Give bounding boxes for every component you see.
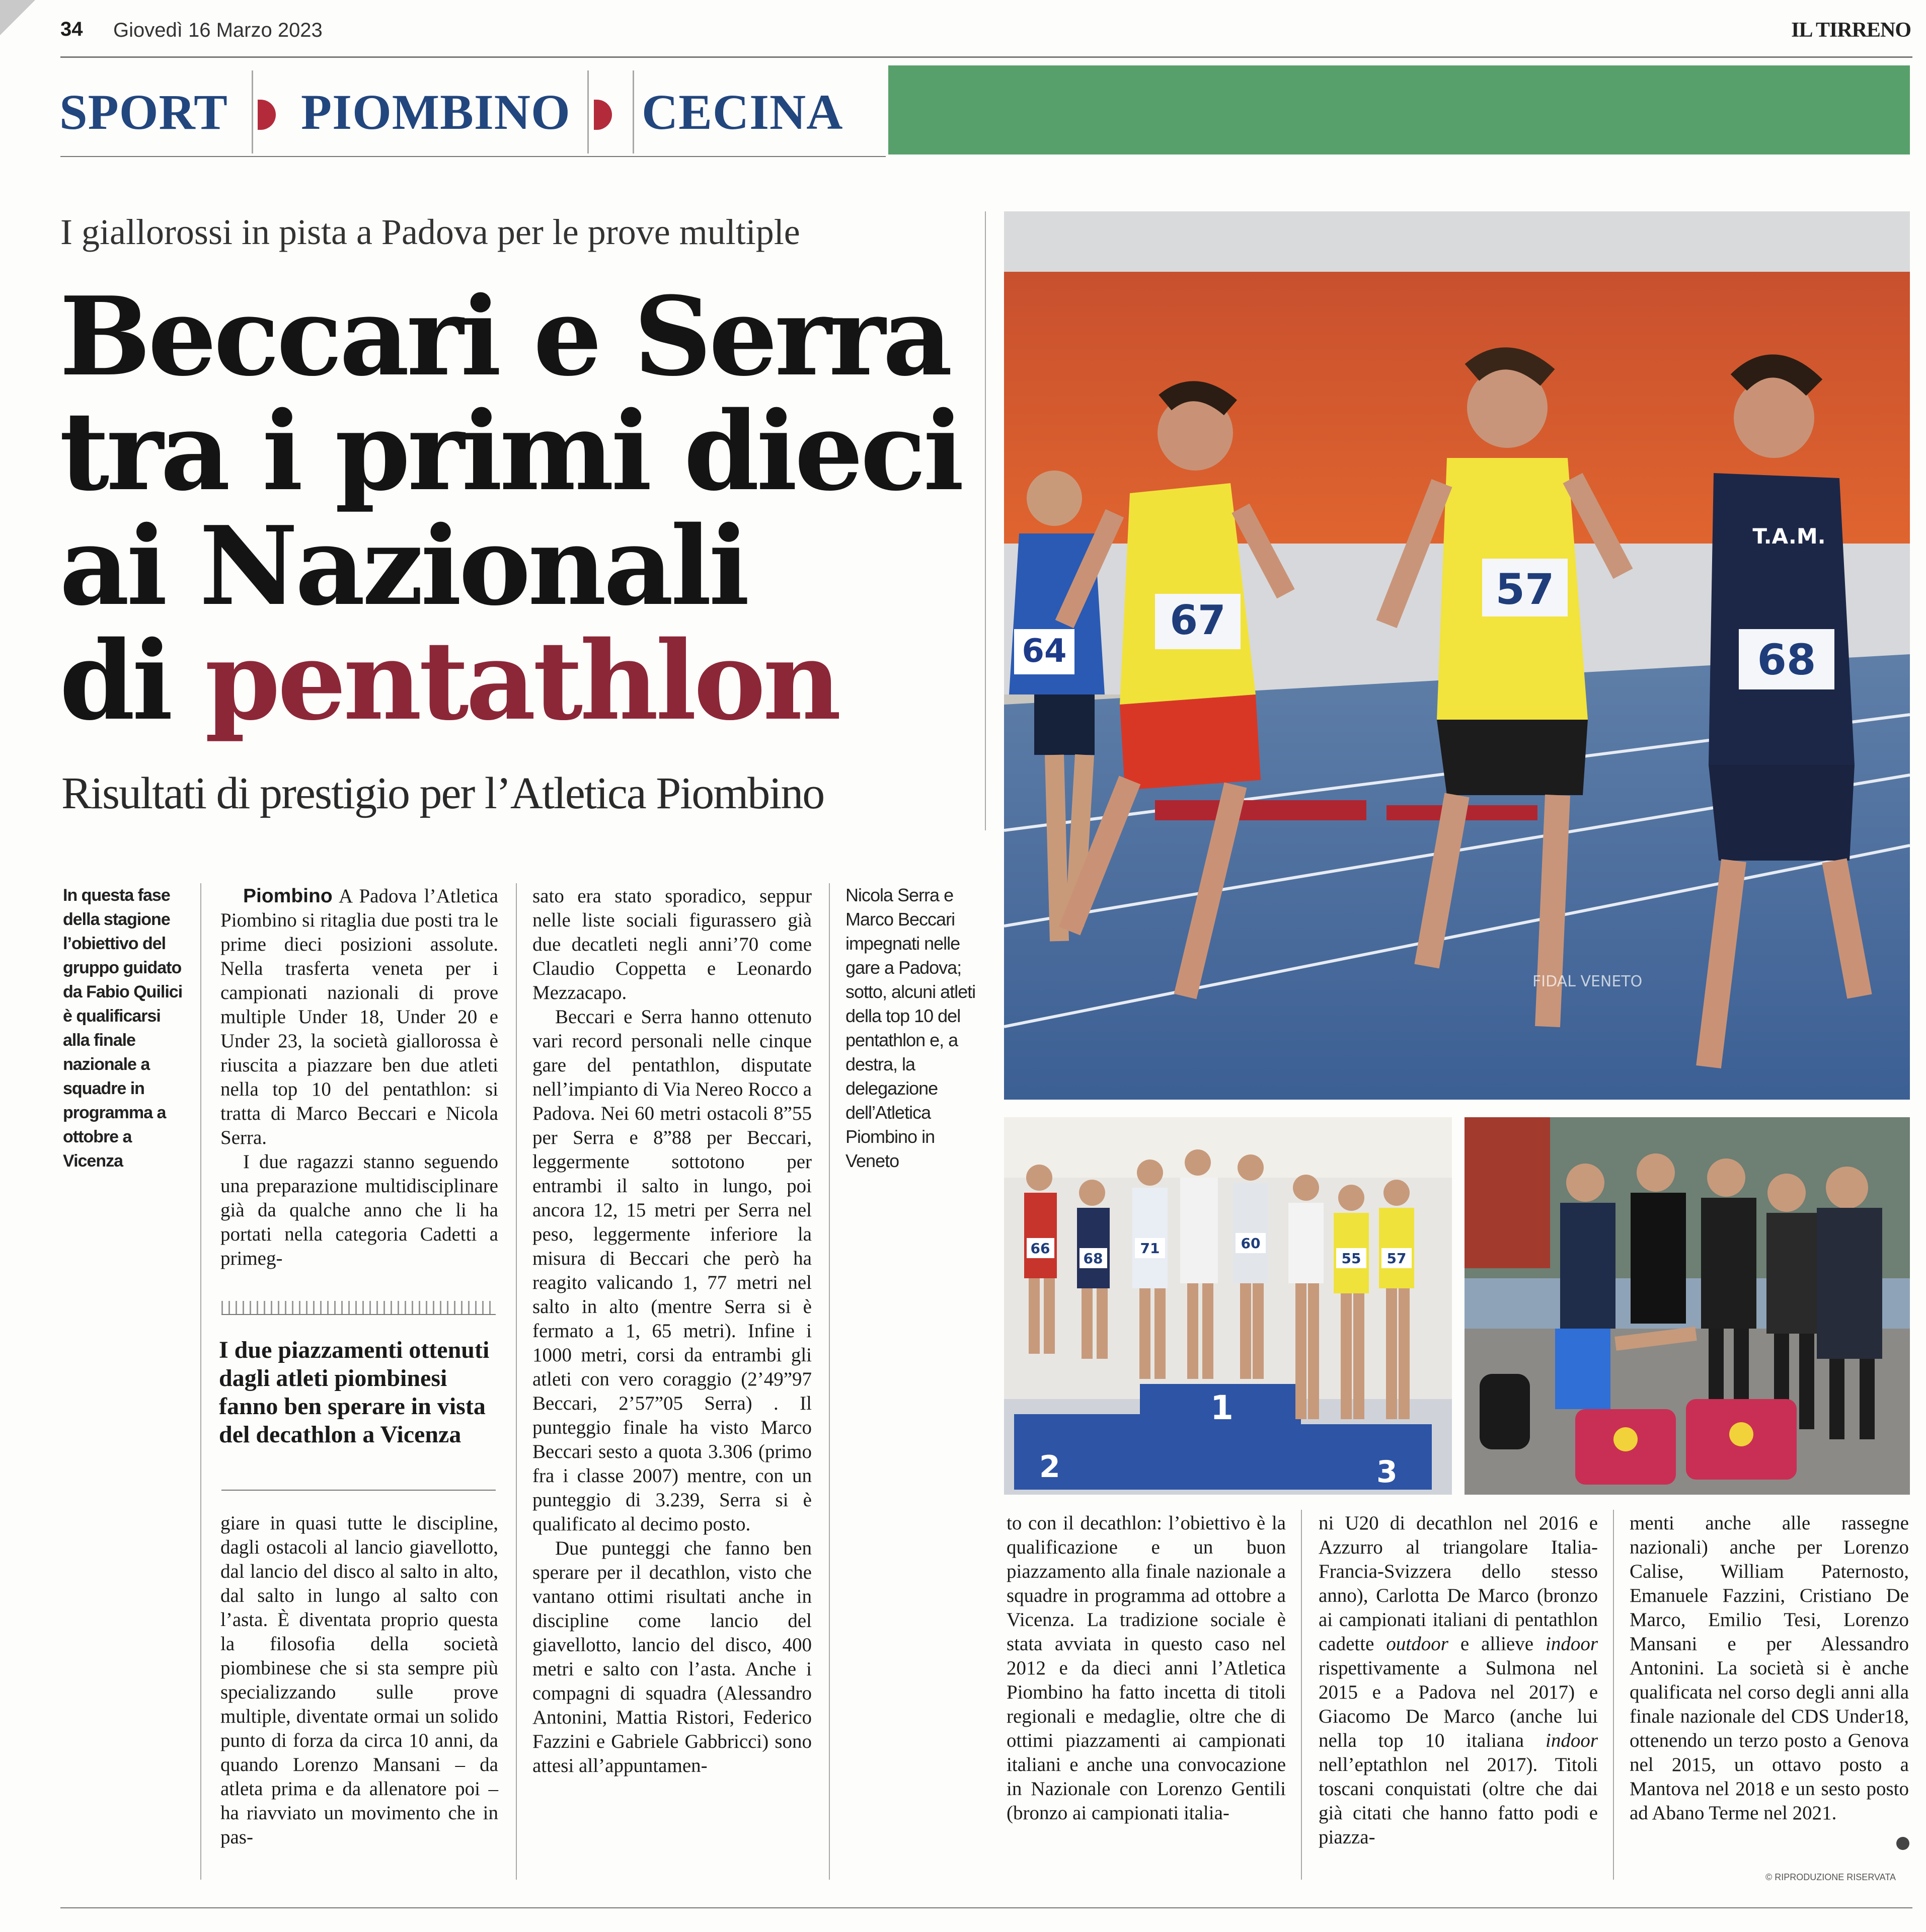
headline-line: tra i primi dieci bbox=[59, 388, 961, 515]
article-headline bbox=[59, 273, 961, 744]
section-arrow-marker bbox=[258, 100, 276, 130]
bib-number: 71 bbox=[1140, 1240, 1160, 1257]
article-end-mark bbox=[1896, 1837, 1909, 1850]
bib-number: 55 bbox=[1341, 1250, 1361, 1267]
section-arrow-marker bbox=[594, 100, 612, 130]
column-divider bbox=[516, 883, 517, 1880]
photo-watermark: FIDAL VENETO bbox=[1532, 973, 1643, 990]
article-column-2 bbox=[532, 884, 812, 1778]
paragraph: A Padova l’Atletica Piombino si ritaglia due posti tra le prime dieci posizioni assolute. Nella trasferta veneta per i campionati nazionali di prove multiple Under 18, Under 20 e Under 23, la società giallorossa è riuscita a piazzare ben due atleti nella top 10 del pentathlon: si tratta di Marco Beccari e Nicola Serra. bbox=[220, 885, 498, 1148]
emphasis: outdoor bbox=[1386, 1633, 1448, 1655]
paragraph-text: rispettivamente a Sulmona nel 2015 e a Padova nel 2017) e Giacomo De Marco (anche lui nella top 10 italiana bbox=[1319, 1657, 1598, 1751]
main-photo-runners bbox=[1004, 211, 1910, 1100]
article-subhead: Risultati di prestigio per l’Atletica Piombino bbox=[61, 768, 824, 818]
dateline: Piombino bbox=[243, 885, 333, 907]
article-column-1 bbox=[220, 884, 498, 1271]
headline-line: Beccari e Serra bbox=[59, 273, 950, 400]
paragraph: sato era stato sporadico, seppur nelle liste sociali figurassero già due decatleti negli anni’70 come Claudio Coppetta e Leonardo Mezzacapo. bbox=[532, 885, 812, 1003]
pull-quote: I due piazzamenti ottenuti dagli atleti piombinesi fanno ben sperare in vista del decathlon a Vicenza bbox=[219, 1337, 490, 1448]
paragraph: menti anche alle rassegne nazionali) anche per Lorenzo Calise, William Paternosto, Emanuele Fazzini, Cristiano De Marco, Emilio Tesi, Lorenzo Mansani e per Alessandro Antonini. La società si è anche qualificata nel corso degli anni alla finale nazionale del CDS Under18, ottenendo un terzo posto a Genova nel 2015, un ottavo posto a Mantova nel 2018 e un sesto posto ad Abano Terme nel 2021. bbox=[1630, 1512, 1909, 1824]
emphasis: indoor bbox=[1545, 1730, 1598, 1751]
footer-rule bbox=[60, 1907, 1912, 1908]
article-column-1-continued bbox=[220, 1511, 498, 1849]
newspaper-name: IL TIRRENO bbox=[1791, 19, 1911, 42]
section-divider bbox=[252, 70, 253, 153]
section-sport: SPORT bbox=[59, 84, 228, 140]
delegation-illustration bbox=[1465, 1117, 1910, 1495]
bib-number: 60 bbox=[1241, 1235, 1261, 1252]
paragraph: I due ragazzi stanno seguendo una preparazione multidisciplinare già da qualche anno che li ha portati nella categoria Cadetti a primeg- bbox=[220, 1151, 498, 1269]
bib-number: 66 bbox=[1030, 1240, 1050, 1257]
podium-step-number: 3 bbox=[1376, 1454, 1398, 1490]
podium-photo bbox=[1004, 1117, 1452, 1495]
runners-illustration bbox=[1004, 211, 1910, 1100]
page-corner-fold bbox=[0, 0, 35, 35]
vest-text: T.A.M. bbox=[1752, 524, 1826, 549]
pull-quote-bottom-rule bbox=[221, 1490, 496, 1491]
bib-number: 64 bbox=[1022, 633, 1067, 670]
delegation-photo bbox=[1465, 1117, 1910, 1495]
paragraph: Beccari e Serra hanno ottenuto vari record personali nelle cinque gare del pentathlon, disputate nell’impianto di Via Nereo Rocco a Padova. Nei 60 metri ostacoli 8”55 per Serra e 8”88 per Beccari, leggermente sottotono per entrambi il salto in lungo, poi ancora 12, 15 metri per Serra nel peso, leggermente inferiore la misura di Beccari che però ha reagito valicando 1, 77 metri nel salto in alto (mentre Serra si è fermato a 1, 65 metri). Infine i 1000 metri, corsi da entrambi gli atleti con vero coraggio (2’49”97 Beccari, 2’57”05 Serra) . Il punteggio finale ha visto Marco Beccari sesto a quota 3.306 (primo fra i classe 2007) mentre, con un punteggio di 3.239, Serra si è qualificato al decimo posto. bbox=[532, 1006, 812, 1535]
section-color-bar bbox=[888, 65, 1910, 154]
article-column-4 bbox=[1007, 1511, 1286, 1825]
headline-line: ai Nazionali bbox=[59, 502, 747, 630]
copyright-notice: © RIPRODUZIONE RISERVATA bbox=[1765, 1872, 1896, 1882]
paragraph: giare in quasi tutte le discipline, dagli ostacoli al lancio giavellotto, dal lancio del disco al salto in alto, dal salto in lungo al salto con l’asta. È diventata proprio questa la filosofia della società piombinese che si sta sempre più specializzando sulle prove multiple, diventate ormai un solido punto di forza da circa 10 anni, da quando Lorenzo Mansani – da atleta prima e da allenatore poi – ha riavviato un movimento che in pas- bbox=[220, 1512, 498, 1848]
section-divider bbox=[633, 70, 634, 153]
column-divider bbox=[1301, 1510, 1302, 1880]
podium-step-number: 1 bbox=[1210, 1388, 1234, 1427]
headline-highlight: pentathlon bbox=[204, 617, 838, 744]
bib-number: 68 bbox=[1083, 1250, 1103, 1267]
headline-prefix: di bbox=[59, 617, 205, 744]
article-column-6 bbox=[1630, 1511, 1909, 1825]
paragraph-text: e allieve bbox=[1448, 1633, 1546, 1655]
column-divider bbox=[829, 883, 830, 1880]
page-number: 34 bbox=[60, 18, 83, 40]
bib-number: 57 bbox=[1495, 565, 1555, 614]
pull-quote-rule bbox=[221, 1301, 496, 1315]
paragraph-text: ni U20 di decathlon nel 2016 e Azzurro al triangolare Italia-Francia-Svizzera dello stesso anno), Carlotta De Marco (bronzo ai campionati italiani di pentathlon cadette bbox=[1319, 1512, 1598, 1655]
section-piombino: PIOMBINO bbox=[301, 84, 571, 140]
article-column-5 bbox=[1319, 1511, 1598, 1849]
section-rule bbox=[60, 156, 886, 157]
column-divider bbox=[1613, 1510, 1614, 1880]
bib-number: 68 bbox=[1757, 635, 1816, 684]
column-divider bbox=[985, 211, 986, 830]
bib-number: 57 bbox=[1386, 1250, 1407, 1267]
section-cecina: CECINA bbox=[642, 84, 843, 140]
podium-illustration bbox=[1004, 1117, 1452, 1495]
emphasis: indoor bbox=[1546, 1633, 1598, 1655]
photo-caption: Nicola Serra e Marco Beccari impegnati nelle gare a Padova; sotto, alcuni atleti della top 10 del pentathlon e, a destra, la delegazione dell’Atletica Piombino in Veneto bbox=[845, 885, 976, 1171]
headline-line bbox=[59, 617, 961, 744]
header-rule bbox=[60, 56, 1912, 58]
section-divider bbox=[587, 70, 589, 153]
article-kicker: I giallorossi in pista a Padova per le prove multiple bbox=[60, 212, 800, 252]
paragraph-text: nell’eptathlon nel 2017). Titoli toscani conquistati (oltre che dai già citati che hanno fatto podi e piazza- bbox=[1319, 1754, 1598, 1848]
bib-number: 67 bbox=[1170, 597, 1226, 644]
podium-step-number: 2 bbox=[1039, 1449, 1060, 1485]
sidebar-blurb: In questa fase della stagione l’obiettivo del gruppo guidato da Fabio Quilici è qualificarsi alla finale nazionale a squadre in programma a ottobre a Vicenza bbox=[63, 886, 183, 1171]
paragraph: to con il decathlon: l’obiettivo è la qualificazione e un buon piazzamento alla finale nazionale a squadre in programma ad ottobre a Vicenza. La tradizione sociale è stata avviata in questo caso nel 2012 e da dieci anni l’Atletica Piombino ha fatto incetta di titoli regionali e medaglie, oltre che di ottimi piazzamenti ai campionati italiani e anche una convocazione in Nazionale con Lorenzo Gentili (bronzo ai campionati italia- bbox=[1007, 1512, 1286, 1824]
issue-date: Giovedì 16 Marzo 2023 bbox=[113, 19, 323, 41]
column-divider bbox=[200, 883, 201, 1880]
paragraph: Due punteggi che fanno ben sperare per il decathlon, visto che vantano ottimi risultati anche in discipline come lancio del giavellotto, lancio del disco, 400 metri e salto con l’asta. Anche i compagni di squadra (Alessandro Antonini, Mattia Ristori, Federico Fazzini e Gabriele Gabbricci) sono attesi all’appuntamen- bbox=[532, 1537, 812, 1776]
